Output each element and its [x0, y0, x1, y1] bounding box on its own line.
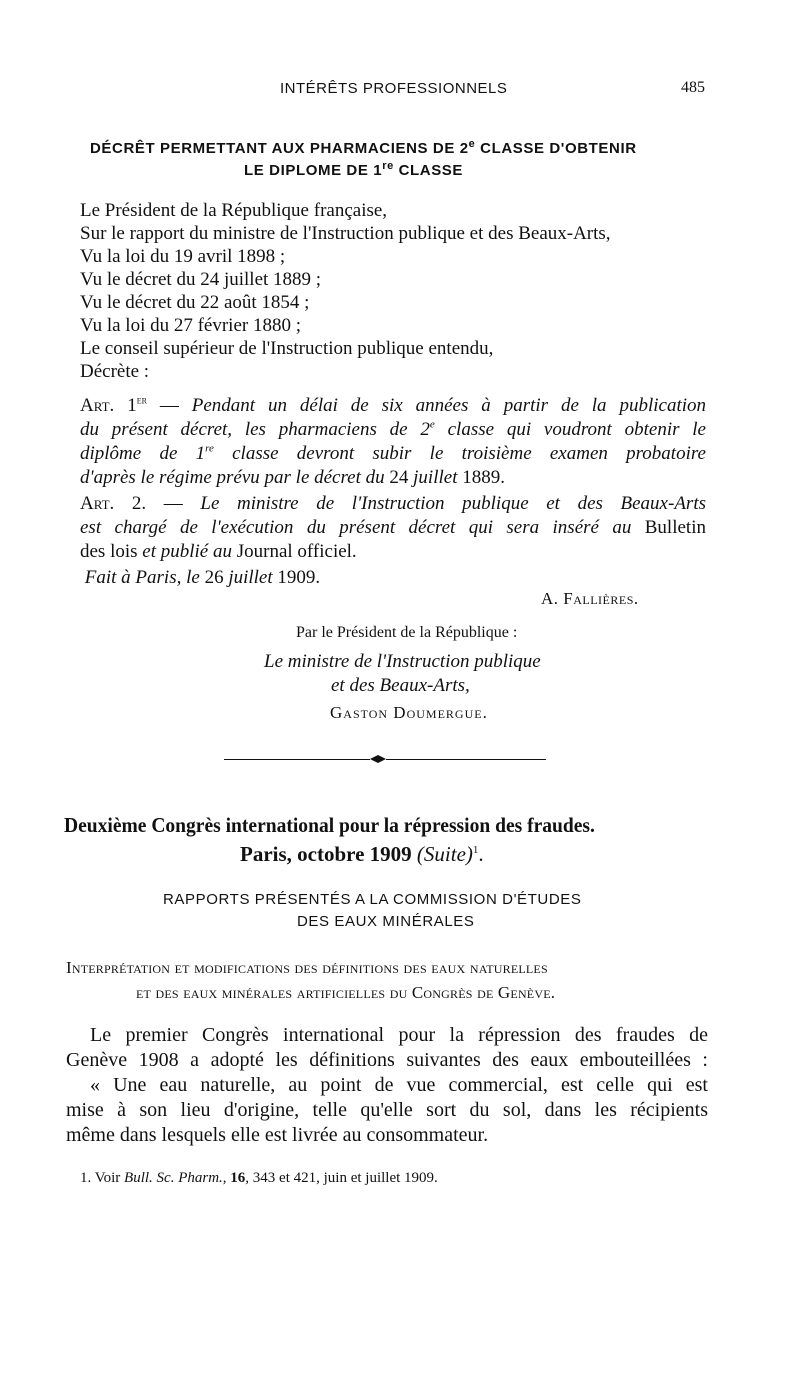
paragraph-line-3: « Une eau naturelle, au point de vue commercial, est celle qui est: [90, 1074, 708, 1096]
decree-title-line1: DÉCRÊT PERMETTANT AUX PHARMACIENS DE 2e CLASSE D'OBTENIR: [90, 138, 637, 157]
article-2-text: Le ministre de l'Instruction publique et des Beaux-Arts: [200, 493, 706, 514]
decree-title-line2: LE DIPLOME DE 1re CLASSE: [244, 160, 464, 179]
preamble-line-7: Le conseil supérieur de l'Instruction publique entendu,: [80, 338, 494, 359]
article-1-line-3: diplôme de 1re classe devront subir le troisième examen probatoire: [80, 442, 706, 464]
congress-title-suffix: (Suite): [416, 842, 473, 866]
diamond-ornament-icon: [370, 755, 386, 763]
article-1-line-1: [80, 394, 706, 417]
running-head-title: INTÉRÊTS PROFESSIONNELS: [280, 80, 508, 97]
section-heading-line2: et des eaux minérales artificielles du Congrès de Genève.: [136, 983, 556, 1002]
article-2-line-2: est chargé de l'exécution du présent décret qui sera inséré au Bulletin: [80, 517, 706, 538]
footnote: 1. Voir Bull. Sc. Pharm., 16, 343 et 421, juin et juillet 1909.: [80, 1170, 438, 1186]
preamble-line-1: Le Président de la République française,: [80, 200, 388, 221]
ornament-rule-left: [224, 759, 370, 760]
preamble-line-8: Décrète :: [80, 361, 150, 382]
article-1-text: Pendant un délai de six années à partir de la publication: [191, 395, 707, 416]
countersign-line-3: et des Beaux-Arts,: [331, 675, 470, 696]
paragraph-line-5: même dans lesquels elle est livrée au consommateur.: [66, 1124, 489, 1146]
preamble-line-6: Vu la loi du 27 février 1880 ;: [80, 315, 302, 336]
section-heading-line1: Interprétation et modifications des définitions des eaux naturelles: [66, 958, 548, 977]
congress-title-line2: Paris, octobre 1909 (Suite)$^1$.: [240, 842, 484, 866]
preamble-line-4: Vu le décret du 24 juillet 1889 ;: [80, 269, 322, 290]
congress-title-line1: Deuxième Congrès international pour la répression des fraudes.: [64, 813, 595, 837]
article-1-line-2: du présent décret, les pharmaciens de 2e classe qui voudront obtenir le: [80, 418, 706, 440]
congress-subtitle-line2: DES EAUX MINÉRALES: [297, 913, 475, 930]
article-2-label: Art. 2. —: [80, 493, 183, 514]
paragraph-line-1: Le premier Congrès international pour la répression des fraudes de: [90, 1024, 708, 1046]
footnote-mark: 1: [472, 844, 479, 856]
ornament-rule-right: [386, 759, 546, 760]
countersign-line-1: Par le Président de la République :: [296, 624, 518, 641]
article-2-line-3: des lois et publié au Journal officiel.: [80, 541, 357, 562]
congress-title-place-date: Paris, octobre 1909: [240, 842, 412, 866]
congress-subtitle-line1: RAPPORTS PRÉSENTÉS A LA COMMISSION D'ÉTUDES: [163, 891, 582, 908]
countersign-line-2: Le ministre de l'Instruction publique: [264, 651, 541, 672]
article-1-label: Art. 1er —: [80, 394, 179, 416]
paragraph-line-4: mise à son lieu d'origine, telle qu'elle sort du sol, dans les récipients: [66, 1099, 708, 1121]
preamble-line-3: Vu la loi du 19 avril 1898 ;: [80, 246, 286, 267]
paragraph-line-2: Genève 1908 a adopté les définitions suivantes des eaux embouteillées :: [66, 1049, 708, 1071]
preamble-line-5: Vu le décret du 22 août 1854 ;: [80, 292, 310, 313]
article-2-line-1: [80, 492, 706, 515]
page-number: 485: [681, 79, 705, 96]
article-1-line-4: d'après le régime prévu par le décret du 24 juillet 1889.: [80, 467, 505, 488]
preamble-line-2: Sur le rapport du ministre de l'Instruction publique et des Beaux-Arts,: [80, 223, 611, 244]
signatory: A. Fallières.: [541, 589, 639, 608]
done-at: Fait à Paris, le 26 juillet 1909.: [80, 567, 321, 588]
countersign-line-4: Gaston Doumergue.: [330, 703, 488, 722]
